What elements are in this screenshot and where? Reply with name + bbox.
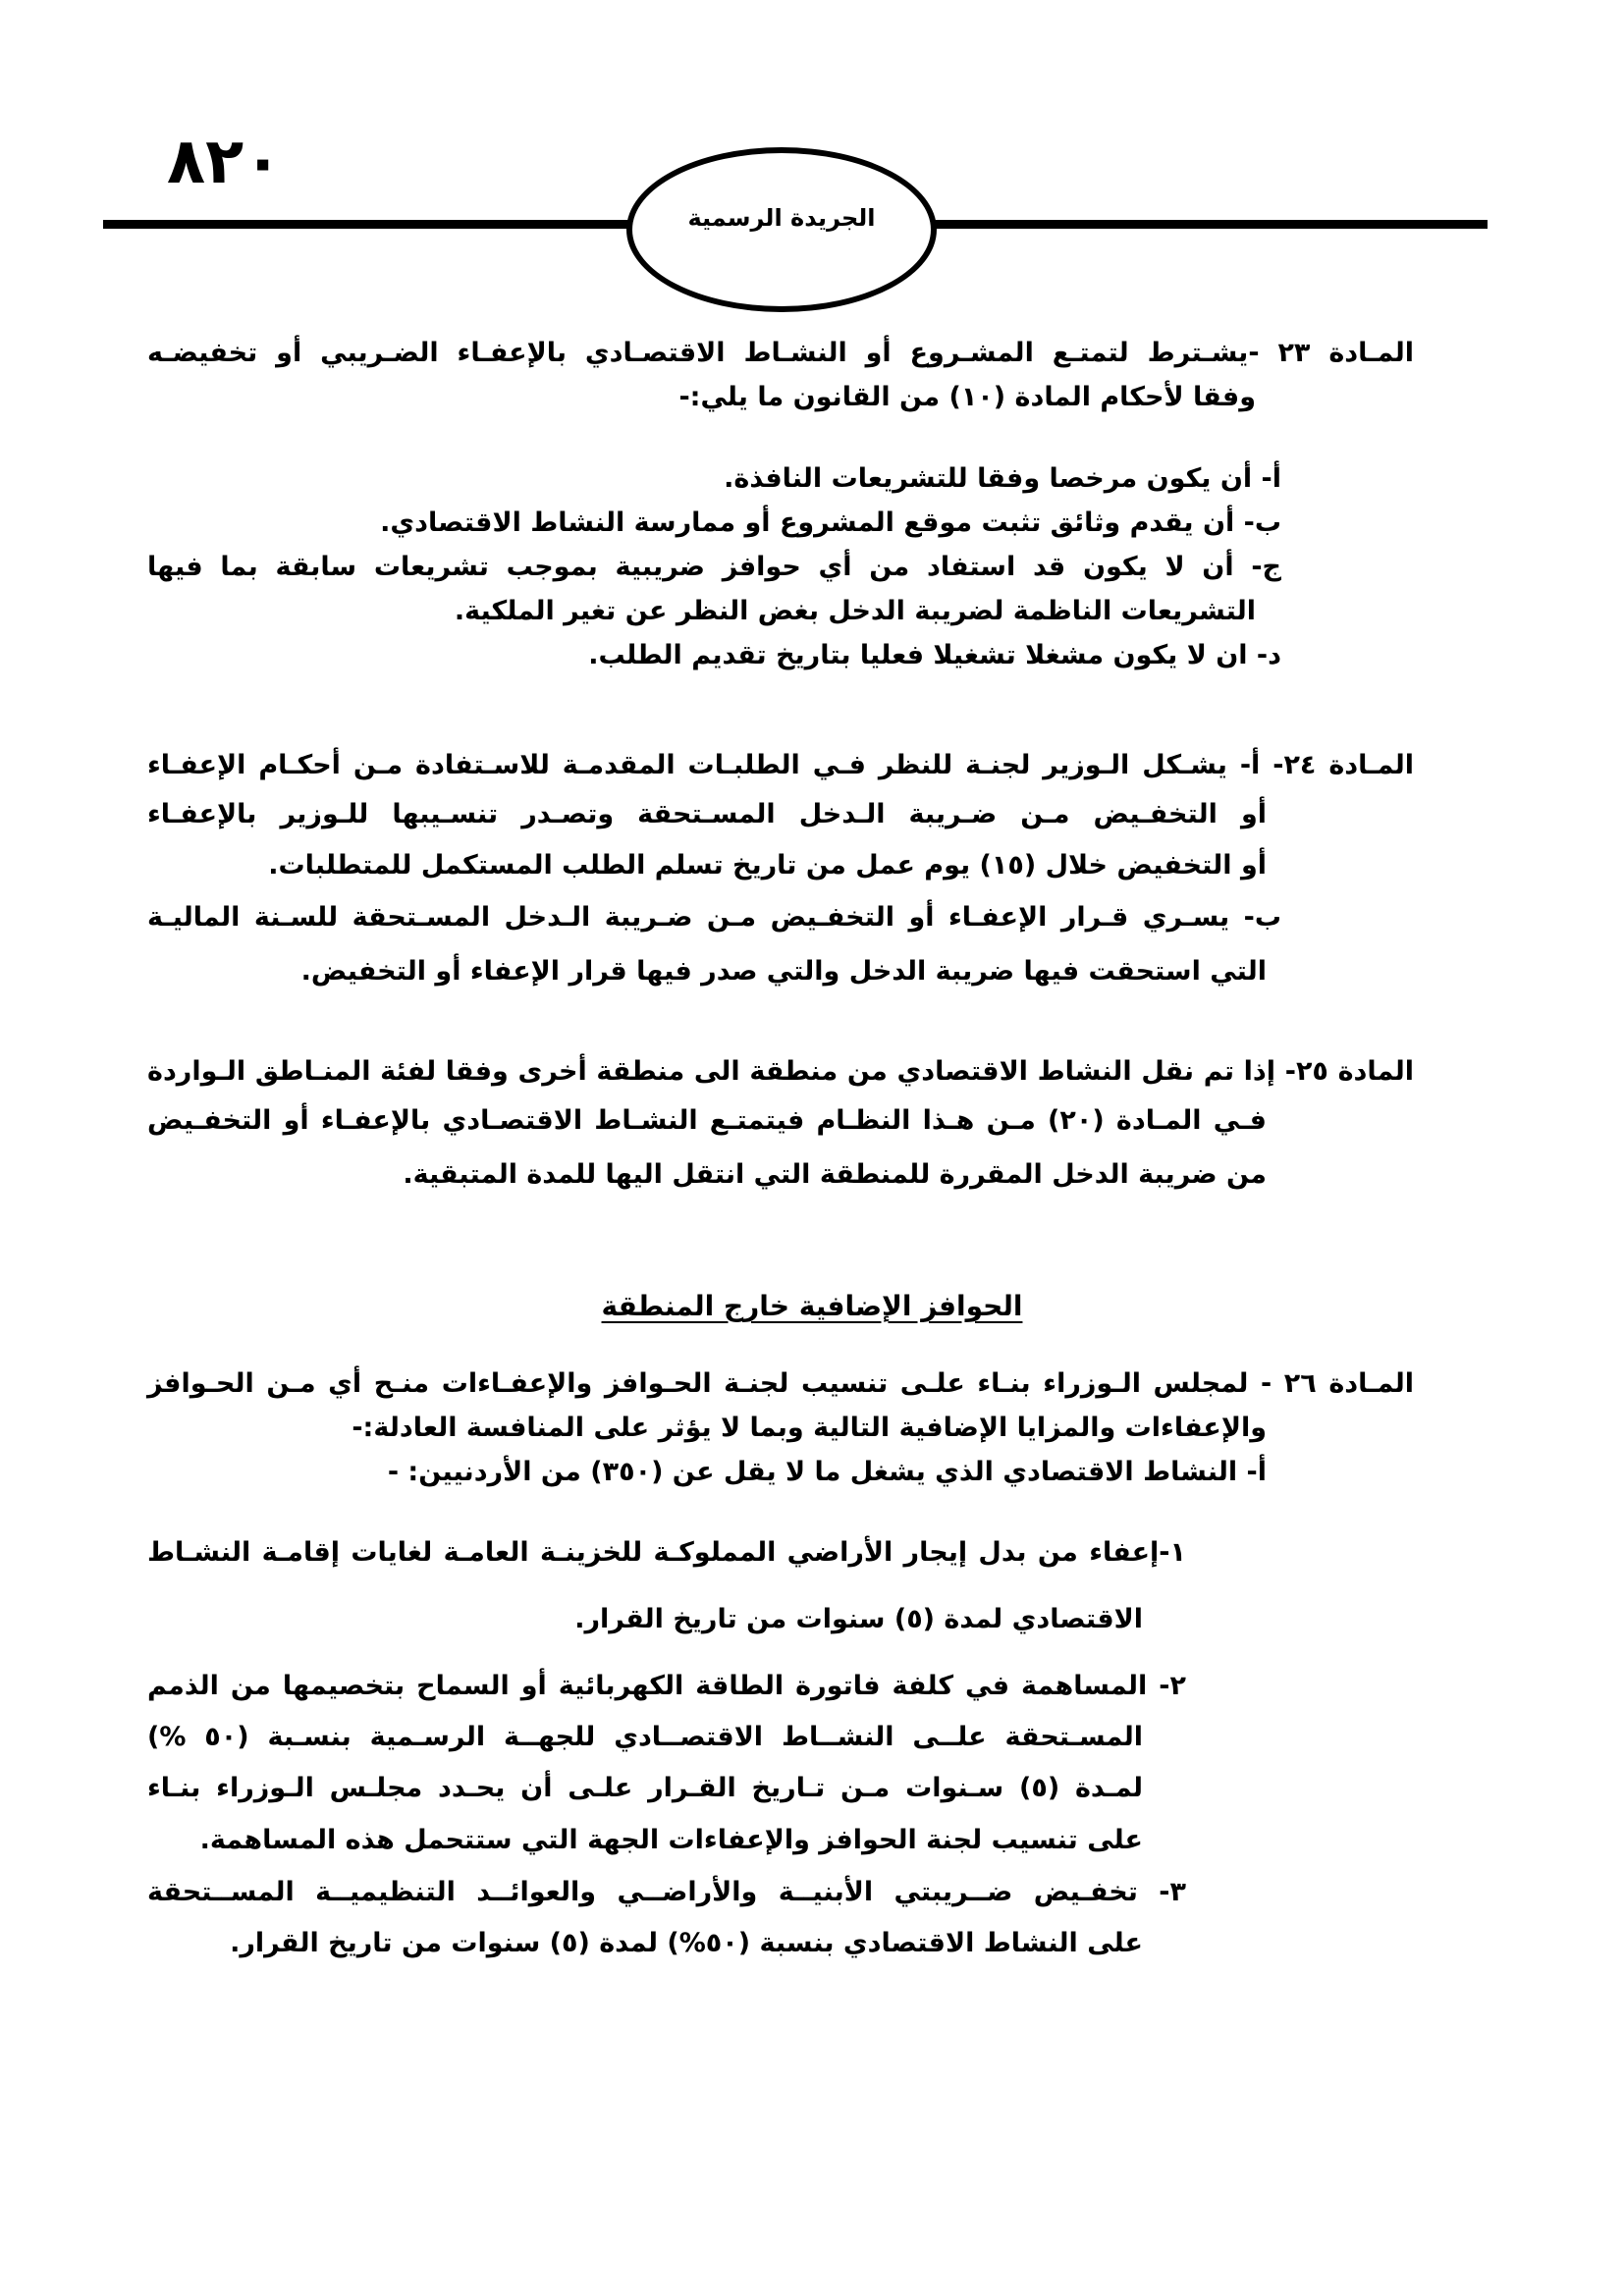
article-23-line: وفقا لأحكام المادة (١٠) من القانون ما يلي:- (678, 382, 1256, 412)
article-23-item-b: ب- أن يقدم وثائق تثبت موقع المشروع أو ممارسة النشاط الاقتصادي. (380, 507, 1281, 538)
article-26-item-2-cont: على تنسيب لجنة الحوافز والإعفاءات الجهة التي ستتحمل هذه المساهمة. (199, 1825, 1143, 1855)
article-26-item-3: ٣- تخفـيض ضــريبتي الأبنيــة والأراضــي والعوائــد التنظيميــة المســتحقة (147, 1877, 1186, 1907)
article-23-item-a: أ- أن يكون مرخصا وفقا للتشريعات النافذة. (724, 463, 1281, 494)
gazette-emblem (626, 147, 937, 312)
article-24-line: التي استحقت فيها ضريبة الدخل والتي صدر فيها قرار الإعفاء أو التخفيض. (300, 956, 1267, 987)
article-25-line: فـي المـادة (٢٠) مـن هـذا النظـام فيتمتـع النشـاط الاقتصـادي بالإعفـاء أو التخفـيض (147, 1105, 1267, 1136)
article-26-item-2: ٢- المساهمة في كلفة فاتورة الطاقة الكهربائية أو السماح بتخصيمها من الذمم (147, 1671, 1186, 1701)
section-heading-text: الحوافز الإضافية خارج المنطقة (601, 1290, 1023, 1322)
article-24-line: المـادة ٢٤- أ- يشـكل الـوزير لجنـة للنظر فـي الطلبـات المقدمـة للاسـتفادة مـن أحكـام الإعفـاء (147, 750, 1415, 780)
article-25-line: من ضريبة الدخل المقررة للمنطقة التي انتقل اليها للمدة المتبقية. (403, 1159, 1267, 1190)
article-26-item-a: أ- النشاط الاقتصادي الذي يشغل ما لا يقل عن (٣٥٠) من الأردنيين: - (387, 1457, 1267, 1487)
article-24-item-b: ب- يسـري قـرار الإعفـاء أو التخفـيض مـن ضـريبة الـدخل المسـتحقة للسـنة الماليـة (147, 902, 1281, 933)
article-26-item-3-cont: على النشاط الاقتصادي بنسبة (٥٠%) لمدة (٥) سنوات من تاريخ القرار. (230, 1928, 1143, 1958)
article-26-item-1-cont: الاقتصادي لمدة (٥) سنوات من تاريخ القرار. (574, 1604, 1143, 1634)
article-26-item-2-cont: لمـدة (٥) سـنوات مـن تـاريخ القـرار علـى أن يحـدد مجلـس الـوزراء بنـاء (147, 1773, 1143, 1803)
article-23-item-d: د- ان لا يكون مشغلا تشغيلا فعليا بتاريخ تقديم الطلب. (588, 640, 1281, 670)
gazette-title: الجريدة الرسمية (687, 204, 876, 232)
article-23-item-c: ج- أن لا يكون قد استفاد من أي حوافز ضريبية بموجب تشريعات سابقة بما فيها (147, 552, 1281, 582)
article-26-line: والإعفاءات والمزايا الإضافية التالية وبما لا يؤثر على المنافسة العادلة:- (352, 1413, 1267, 1443)
article-26-item-1: ١-إعفاء من بدل إيجار الأراضي المملوكـة للخزينـة العامـة لغايات إقامـة النشـاط (147, 1537, 1186, 1568)
article-26-line: المـادة ٢٦ - لمجلس الـوزراء بنـاء علـى تنسيب لجنـة الحـوافز والإعفـاءات منـح أي مـن الحـوافز (147, 1368, 1414, 1399)
article-23-line: المـادة ٢٣ -يشـترط لتمتـع المشـروع أو النشـاط الاقتصـادي بالإعفـاء الضـريبي أو تخفيضـه (147, 338, 1414, 368)
article-24-line: أو التخفـيض مـن ضـريبة الـدخل المسـتحقة وتصـدر تنسـيبها للـوزير بالإعفـاء (147, 799, 1267, 829)
section-heading (0, 1290, 1624, 1322)
article-26-item-2-cont: المسـتحقة علــى النشــاط الاقتصــادي للجهــة الرسـمية بنسـبة (٥٠ %) (147, 1722, 1143, 1752)
page-number: ٨٢٠ (167, 126, 283, 198)
article-25-line: المادة ٢٥- إذا تم نقل النشاط الاقتصادي من منطقة الى منطقة أخرى وفقا لفئة المنـاطق الـواردة (147, 1056, 1415, 1087)
article-24-line: أو التخفيض خلال (١٥) يوم عمل من تاريخ تسلم الطلب المستكمل للمتطلبات. (268, 850, 1267, 881)
article-23-item-c-cont: التشريعات الناظمة لضريبة الدخل بغض النظر عن تغير الملكية. (454, 596, 1256, 626)
